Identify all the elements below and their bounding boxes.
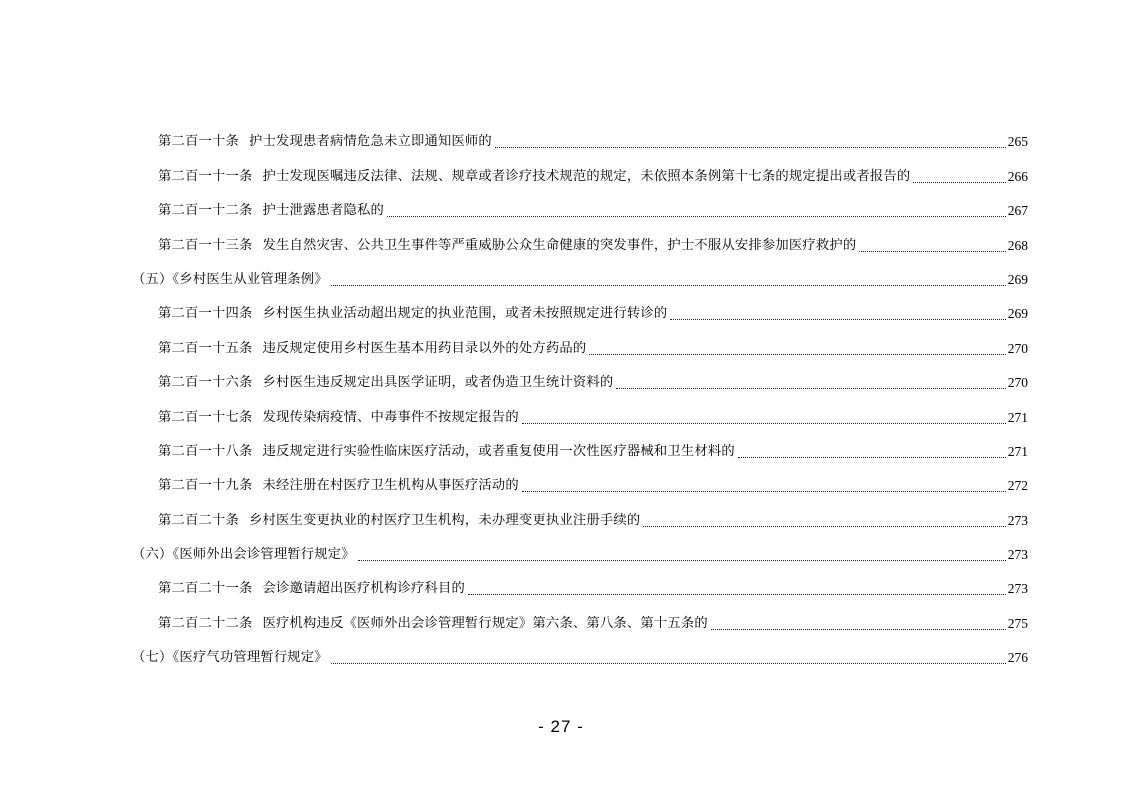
toc-page-number: 271 [1007,409,1028,425]
toc-entry-title [158,133,492,155]
page-number: - 27 - [538,717,584,736]
table-of-contents [132,121,1028,671]
dot-leader [913,182,1005,183]
dot-leader [331,285,1006,286]
toc-article-number: 第二百一十五条 [158,340,253,356]
toc-entry-text: （七）《医疗气功管理暂行规定》 [132,650,328,666]
dot-leader [589,354,1005,355]
dot-leader [670,319,1005,320]
toc-page-number: 273 [1007,512,1028,528]
toc-entry-article[interactable] [132,431,1028,465]
toc-entry-text: 护士发现医嘱违反法律、法规、规章或者诊疗技术规范的规定，未依照本条例第十七条的规定提出或者报告的 [262,168,911,184]
toc-entry-title [158,237,856,259]
dot-leader [495,147,1006,148]
toc-article-number: 第二百一十二条 [158,203,253,219]
toc-page-number: 273 [1007,547,1028,563]
toc-entry-title [158,443,735,465]
toc-page-number: 270 [1007,375,1028,391]
toc-page-number: 270 [1007,340,1028,356]
toc-page-number: 273 [1007,581,1028,597]
toc-entry-text: 未经注册在村医疗卫生机构从事医疗活动的 [262,478,519,494]
toc-page-number: 272 [1007,478,1028,494]
toc-page-number: 269 [1007,306,1028,322]
toc-entry-title [158,202,384,224]
toc-entry-text: 会诊邀请超出医疗机构诊疗科目的 [262,581,465,597]
toc-page-number: 267 [1007,203,1028,219]
dot-leader [358,560,1006,561]
toc-entry-article[interactable] [132,568,1028,602]
toc-entry-title [158,615,708,637]
toc-page-number: 266 [1007,168,1028,184]
toc-entry-title [158,168,910,190]
toc-entry-text: 乡村医生执业活动超出规定的执业范围，或者未按照规定进行转诊的 [262,306,668,322]
toc-entry-text: 发生自然灾害、公共卫生事件等严重威胁公众生命健康的突发事件，护士不服从安排参加医疗救护的 [262,237,857,253]
toc-entry-title [132,271,328,293]
toc-article-number: 第二百一十九条 [158,478,253,494]
toc-entry-title [158,305,667,327]
toc-entry-section[interactable] [132,259,1028,293]
toc-entry-article[interactable] [132,155,1028,189]
dot-leader [387,216,1006,217]
toc-entry-article[interactable] [132,190,1028,224]
toc-article-number: 第二百二十一条 [158,581,253,597]
toc-entry-text: 发现传染病疫情、中毒事件不按规定报告的 [262,409,519,425]
toc-article-number: 第二百一十三条 [158,237,253,253]
dot-leader [738,457,1006,458]
dot-leader [522,491,1006,492]
toc-entry-text: 违反规定使用乡村医生基本用药目录以外的处方药品的 [262,340,587,356]
toc-article-number: 第二百二十二条 [158,615,253,631]
toc-article-number: 第二百一十八条 [158,443,253,459]
toc-page-number: 268 [1007,237,1028,253]
toc-entry-title [158,340,586,362]
toc-entry-text: 医疗机构违反《医师外出会诊管理暂行规定》第六条、第八条、第十五条的 [262,615,708,631]
toc-article-number: 第二百一十七条 [158,409,253,425]
toc-entry-title [158,580,465,602]
toc-entry-title [158,512,640,534]
toc-entry-text: （六）《医师外出会诊管理暂行规定》 [132,547,355,563]
toc-entry-article[interactable] [132,602,1028,636]
toc-entry-article[interactable] [132,362,1028,396]
toc-page-number: 276 [1007,650,1028,666]
toc-entry-article[interactable] [132,499,1028,533]
dot-leader [616,388,1005,389]
toc-entry-text: （五）《乡村医生从业管理条例》 [132,271,328,287]
dot-leader [859,251,1005,252]
dot-leader [468,594,1006,595]
toc-entry-title [158,409,519,431]
toc-article-number: 第二百二十条 [158,512,239,528]
toc-entry-title [158,477,519,499]
toc-page-number: 265 [1007,134,1028,150]
toc-article-number: 第二百一十四条 [158,306,253,322]
toc-entry-text: 乡村医生变更执业的村医疗卫生机构，未办理变更执业注册手续的 [248,512,641,528]
dot-leader [711,629,1006,630]
toc-article-number: 第二百一十条 [158,134,239,150]
toc-entry-article[interactable] [132,293,1028,327]
toc-entry-article[interactable] [132,396,1028,430]
toc-page-number: 269 [1007,271,1028,287]
toc-entry-section[interactable] [132,534,1028,568]
toc-entry-article[interactable] [132,121,1028,155]
toc-entry-article[interactable] [132,327,1028,361]
toc-entry-title [158,374,613,396]
dot-leader [331,663,1006,664]
toc-entry-article[interactable] [132,224,1028,258]
toc-page-number: 271 [1007,443,1028,459]
toc-entry-text: 违反规定进行实验性临床医疗活动，或者重复使用一次性医疗器械和卫生材料的 [262,443,735,459]
toc-page-number: 275 [1007,615,1028,631]
toc-entry-article[interactable] [132,465,1028,499]
toc-entry-section[interactable] [132,637,1028,671]
toc-article-number: 第二百一十六条 [158,375,253,391]
dot-leader [643,526,1005,527]
toc-entry-text: 乡村医生违反规定出具医学证明，或者伪造卫生统计资料的 [262,375,614,391]
dot-leader [522,423,1006,424]
toc-entry-text: 护士泄露患者隐私的 [262,203,384,219]
toc-entry-title [132,546,355,568]
toc-article-number: 第二百一十一条 [158,168,253,184]
toc-entry-title [132,649,328,671]
toc-entry-text: 护士发现患者病情危急未立即通知医师的 [248,134,492,150]
